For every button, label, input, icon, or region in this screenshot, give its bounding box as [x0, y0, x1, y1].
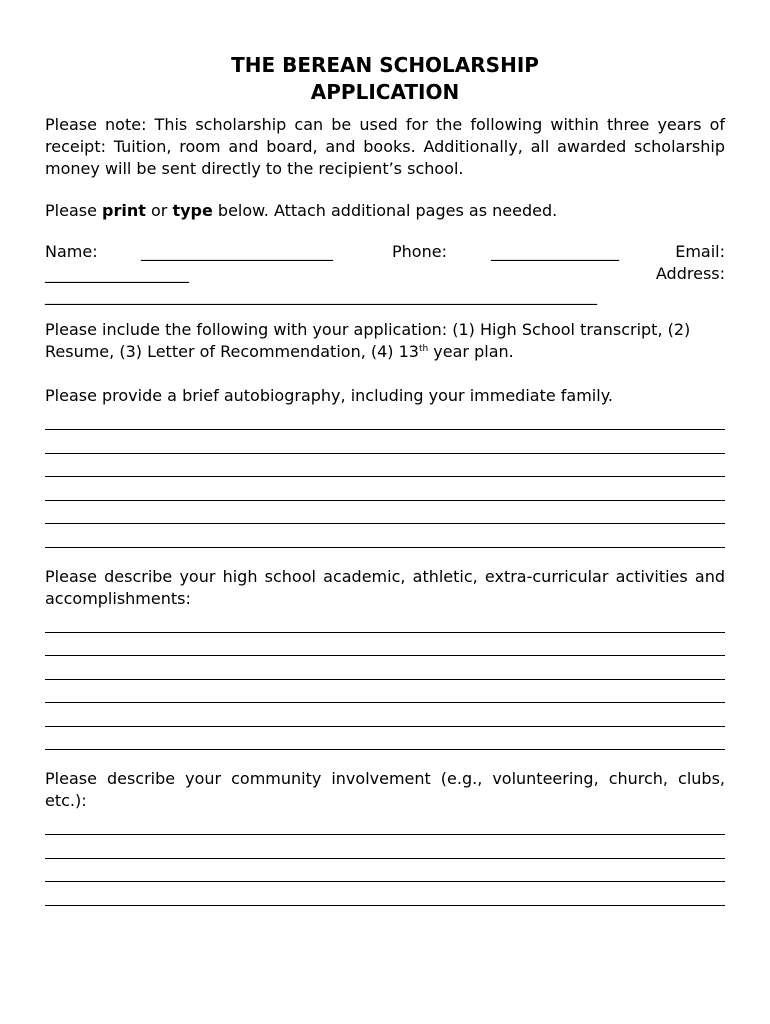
instructions-print: print — [102, 201, 146, 220]
answer-line[interactable] — [45, 704, 725, 727]
name-field[interactable]: ________________________ — [141, 242, 333, 261]
answer-line[interactable] — [45, 883, 725, 906]
answer-line[interactable] — [45, 836, 725, 859]
answer-line[interactable] — [45, 431, 725, 454]
instructions-suffix: below. Attach additional pages as needed. — [212, 201, 558, 220]
form-subtitle: APPLICATION — [310, 80, 460, 104]
address-label: Address: — [655, 264, 725, 283]
instructions-type: type — [172, 201, 213, 220]
answer-line[interactable] — [45, 680, 725, 703]
academics-answer-area[interactable] — [45, 610, 725, 751]
required-documents-text: Please include the following with your application: (1) High School transcript, (2) Resume, (3) Letter of Recommendation, (4) 13 — [45, 320, 691, 361]
phone-label: Phone: — [392, 242, 447, 261]
instructions-or: or — [145, 201, 173, 220]
answer-line[interactable] — [45, 478, 725, 501]
address-field[interactable]: _____________________________________________________________________ — [45, 286, 597, 305]
answer-line[interactable] — [45, 454, 725, 477]
instructions — [45, 200, 725, 222]
phone-field[interactable]: ________________ — [491, 242, 619, 261]
required-documents-end: year plan. — [428, 342, 514, 361]
application-form — [45, 52, 725, 906]
answer-line[interactable] — [45, 859, 725, 882]
instructions-prefix: Please — [45, 201, 103, 220]
answer-line[interactable] — [45, 657, 725, 680]
answer-line[interactable] — [45, 407, 725, 430]
form-title: THE BEREAN SCHOLARSHIP — [231, 53, 539, 77]
scholarship-note: Please note: This scholarship can be used for the following within three years of receipt: Tuition, room and board, and books. Additionally, all awarded scholarship money will be sent directly to the recipient’s school. — [45, 115, 725, 178]
contact-fields — [45, 241, 725, 307]
autobiography-answer-area[interactable] — [45, 407, 725, 548]
autobiography-prompt: Please provide a brief autobiography, including your immediate family. — [45, 386, 613, 405]
community-prompt: Please describe your community involvement (e.g., volunteering, church, clubs, etc.): — [45, 769, 725, 810]
answer-line[interactable] — [45, 610, 725, 633]
answer-line[interactable] — [45, 501, 725, 524]
answer-line[interactable] — [45, 727, 725, 750]
answer-line[interactable] — [45, 812, 725, 835]
ordinal-suffix: th — [418, 344, 429, 354]
email-field[interactable]: __________________ — [45, 264, 189, 283]
community-answer-area[interactable] — [45, 812, 725, 906]
email-label: Email: — [675, 242, 725, 261]
answer-line[interactable] — [45, 525, 725, 548]
academics-prompt: Please describe your high school academic, athletic, extra-curricular activities and accomplishments: — [45, 566, 725, 608]
required-documents — [45, 319, 725, 363]
name-label: Name: — [45, 242, 98, 261]
answer-line[interactable] — [45, 633, 725, 656]
